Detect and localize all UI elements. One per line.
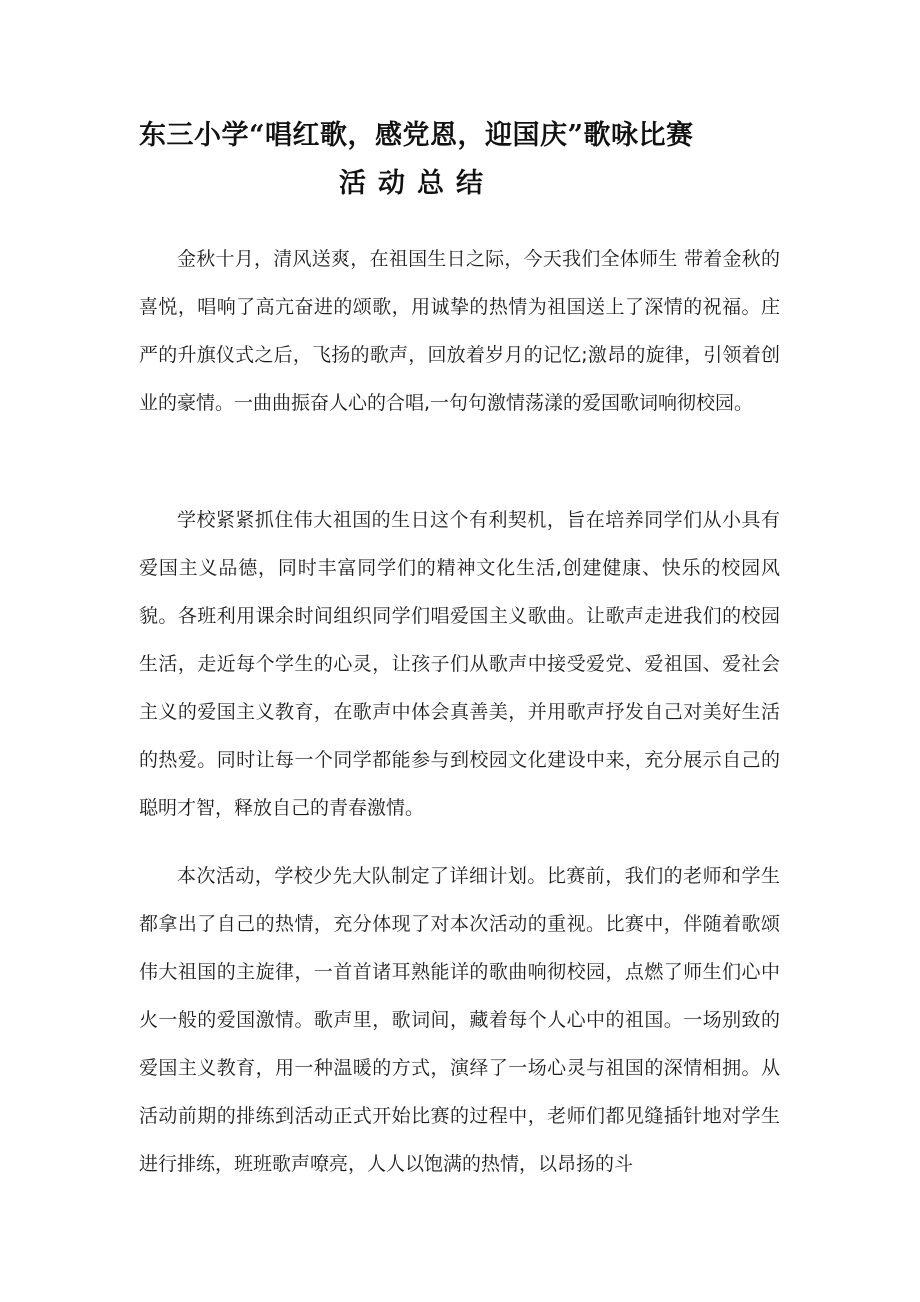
paragraph-3: 本次活动，学校少先大队制定了详细计划。比赛前，我们的老师和学生都拿出了自己的热情，充分体现了对本次活动的重视。比赛中，伴随着歌颂伟大祖国的主旋律，一首首诸耳熟能详的歌曲响彻校园，点燃了师生们心中火一般的爱国激情。歌声里，歌词间，藏着每个人心中的祖国。一场别致的爱国主义教育，用一种温暖的方式，演绎了一场心灵与祖国的深情相拥。从活动前期的排练到活动正式开始比赛的过程中，老师们都见缝插针地对学生进行排练，班班歌声嘹亮，人人以饱满的热情，以昂扬的斗	[139, 865, 780, 1175]
document-subtitle: 活动总结	[339, 168, 495, 199]
paragraph-1: 金秋十月，清风送爽，在祖国生日之际，今天我们全体师生 带着金秋的喜悦，唱响了高亢奋进的颂歌，用诚挚的热情为祖国送上了深情的祝福。庄严的升旗仪式之后，飞扬的歌声，回放着岁月的记忆;激昂的旋律，引领着创业的豪情。一曲曲振奋人心的合唱,一句句激情荡漾的爱国歌词响彻校园。	[139, 248, 780, 414]
document-title: 东三小学“唱红歌，感党恩，迎国庆”歌咏比赛	[139, 120, 694, 151]
paragraph-2: 学校紧紧抓住伟大祖国的生日这个有利契机，旨在培养同学们从小具有爱国主义品德，同时丰富同学们的精神文化生活,创建健康、快乐的校园风貌。各班利用课余时间组织同学们唱爱国主义歌曲。让歌声走进我们的校园生活，走近每个学生的心灵，让孩子们从歌声中接受爱党、爱祖国、爱社会主义的爱国主义教育，在歌声中体会真善美，并用歌声抒发自己对美好生活的热爱。同时让每一个同学都能参与到校园文化建设中来，充分展示自己的聪明才智，释放自己的青春激情。	[139, 509, 780, 819]
